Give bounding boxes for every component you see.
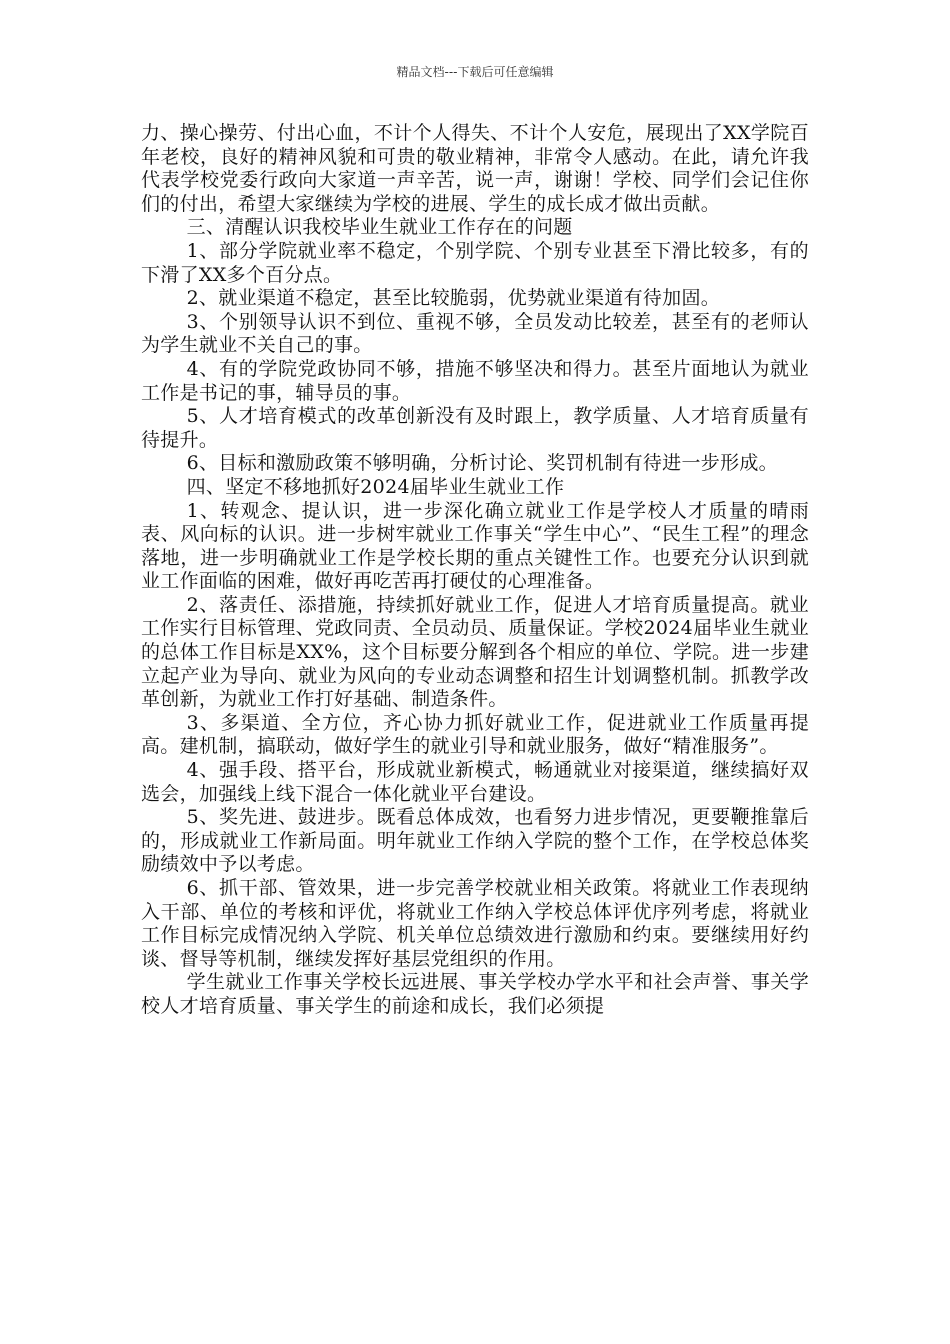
list-item: 1、部分学院就业率不稳定，个别学院、个别专业甚至下滑比较多，有的下滑了XX多个百分点。 xyxy=(141,239,809,286)
list-item: 3、多渠道、全方位，齐心协力抓好就业工作，促进就业工作质量再提高。建机制，搞联动，做好学生的就业引导和就业服务，做好“精准服务”。 xyxy=(141,711,809,758)
list-item: 4、强手段、搭平台，形成就业新模式，畅通就业对接渠道，继续搞好双选会，加强线上线下混合一体化就业平台建设。 xyxy=(141,759,809,805)
list-item: 3、个别领导认识不到位、重视不够，全员发动比较差，甚至有的老师认为学生就业不关自己的事。 xyxy=(141,310,809,357)
list-item: 2、就业渠道不稳定，甚至比较脆弱，优势就业渠道有待加固。 xyxy=(186,287,721,310)
list-item: 1、转观念、提认识，进一步深化确立就业工作是学校人才质量的晴雨表、风向标的认识。进一步树牢就业工作事关“学生中心”、“民生工程”的理念落地，进一步明确就业工作是学校长期的重点关键性工作。也要充分认识到就业工作面临的困难，做好再吃苦再打硬仗的心理准备。 xyxy=(141,499,809,593)
section-heading: 四、坚定不移地抓好2024届毕业生就业工作 xyxy=(186,475,565,498)
paragraph: 学生就业工作事关学校长远进展、事关学校办学水平和社会声誉、事关学校人才培育质量、事关学生的前途和成长，我们必须提 xyxy=(141,971,809,1017)
list-item: 4、有的学院党政协同不够，措施不够坚决和得力。甚至片面地认为就业工作是书记的事，辅导员的事。 xyxy=(141,357,809,404)
paragraph: 力、操心操劳、付出心血，不计个人得失、不计个人安危，展现出了XX学院百年老校，良好的精神风貌和可贵的敬业精神，非常令人感动。在此，请允许我代表学校党委行政向大家道一声辛苦，说一声，谢谢！学校、同学们会记住你们的付出，希望大家继续为学校的进展、学生的成长成才做出贡献。 xyxy=(141,122,809,215)
section-heading: 三、清醒认识我校毕业生就业工作存在的问题 xyxy=(186,216,573,239)
document-body xyxy=(141,122,809,1019)
list-item: 5、奖先进、鼓进步。既看总体成效，也看努力进步情况，更要鞭推靠后的，形成就业工作新局面。明年就业工作纳入学院的整个工作，在学校总体奖励绩效中予以考虑。 xyxy=(141,806,809,876)
list-item: 6、目标和激励政策不够明确，分析讨论、奖罚机制有待进一步形成。 xyxy=(186,452,778,475)
list-item: 6、抓干部、管效果，进一步完善学校就业相关政策。将就业工作表现纳入干部、单位的考核和评优，将就业工作纳入学校总体评优序列考虑，将就业工作目标完成情况纳入学院、机关单位总绩效进行激励和约束。要继续用好约谈、督导等机制，继续发挥好基层党组织的作用。 xyxy=(141,877,809,970)
list-item: 2、落责任、添措施，持续抓好就业工作，促进人才培育质量提高。就业工作实行目标管理、党政同责、全员动员、质量保证。学校2024届毕业生就业的总体工作目标是XX%，这个目标要分解到各个相应的单位、学院。进一步建立起产业为导向、就业为风向的专业动态调整和招生计划调整机制。抓教学改革创新，为就业工作打好基础、制造条件。 xyxy=(141,593,809,711)
list-item: 5、人才培育模式的改革创新没有及时跟上，教学质量、人才培育质量有待提升。 xyxy=(141,405,809,451)
page-header: 精品文档---下载后可任意编辑 xyxy=(396,65,554,79)
